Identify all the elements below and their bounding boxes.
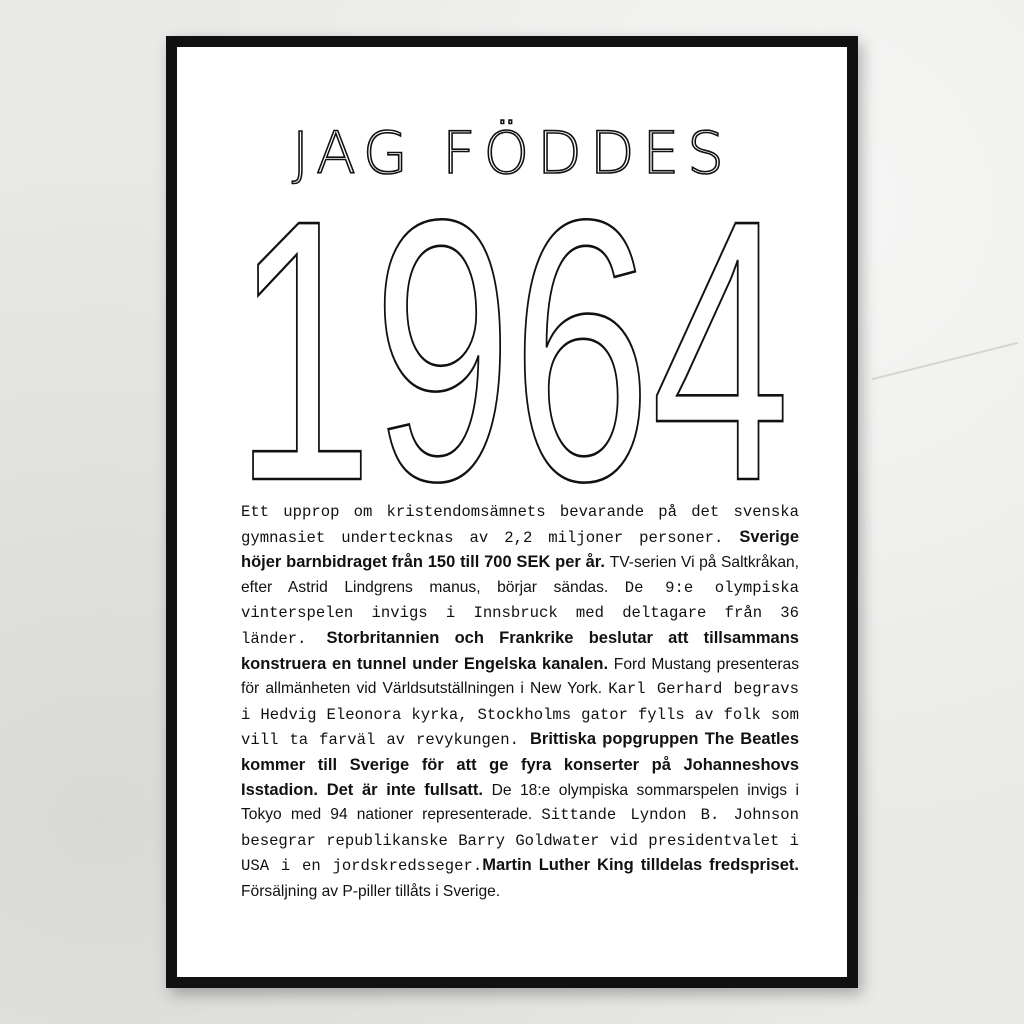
event-segment: Martin Luther King tilldelas fredspriset. [482,856,799,875]
event-segment: De 18:e olympiska sommarspelen invigs i Tokyo med 94 nationer representerade. [241,781,799,824]
wall-texture [872,342,1018,380]
event-segment: Karl Gerhard begravs i Hedvig Eleonora kyrka, Stockholms gator fylls av folk som vill ta farväl av revykungen. [241,680,799,750]
event-segment: Försäljning av P-piller tillåts i Sverige. [241,882,501,900]
birth-year-poster [177,47,847,977]
event-segment: Storbritannien och Frankrike beslutar att tillsammans konstruera en tunnel under Engelska kanalen. [241,628,799,673]
year-digits: 1964 [234,189,790,489]
year-events-text [241,499,799,904]
event-segment: Ett upprop om kristendomsämnets bevarande på det svenska gymnasiet undertecknas av 2,2 miljoner personer. [241,503,799,547]
event-segment: Sittande Lyndon B. Johnson besegrar republikanske Barry Goldwater vid presidentvalet i USA i en jordskredsseger. [241,806,799,876]
event-segment: Brittiska popgruppen The Beatles kommer till Sverige för att ge fyra konserter på Johanneshovs Isstadion. Det är inte fullsatt. [241,730,799,799]
event-segment: De 9:e olympiska vinterspelen invigs i Innsbruck med deltagare från 36 länder. [241,578,799,648]
event-segment: Ford Mustang presenteras för allmänheten vid Världsutställningen i New York. [241,655,799,698]
picture-frame [166,36,858,988]
event-segment: TV-serien Vi på Saltkråkan, efter Astrid Lindgrens manus, börjar sändas. [241,554,799,596]
event-segment: Sverige höjer barnbidraget från 150 till 700 SEK per år. [241,527,799,572]
poster-heading: JAG FÖDDES [292,119,732,187]
year-number [177,189,847,489]
